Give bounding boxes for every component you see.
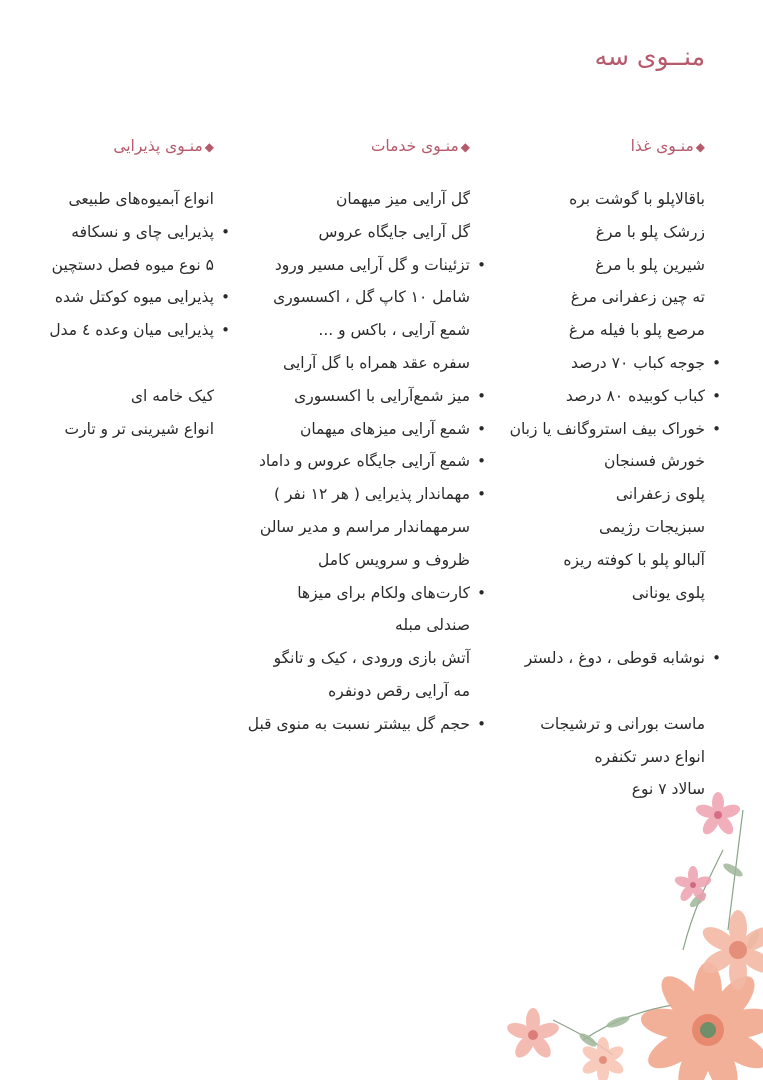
menu-item: کیک خامه ای — [130, 386, 214, 405]
menu-item: ماست بورانی و ترشیجات — [540, 714, 705, 733]
menu-item: گل آرایی میز میهمان — [336, 190, 470, 208]
menu-item: زرشک پلو با مرغ — [595, 222, 705, 241]
page-title: منــوی سه — [594, 42, 705, 71]
menu-item: • شمع آرایی میزهای میهمان — [235, 413, 470, 446]
menu-item: پلوی یونانی — [631, 583, 705, 602]
menu-item: شیرین پلو با مرغ — [595, 255, 705, 274]
spacer — [9, 347, 214, 380]
menu-item: • کارت‌های ولکام برای میزها — [235, 577, 470, 610]
flower-decoration — [493, 790, 763, 1080]
menu-item: انواع دسر تکنفره — [594, 747, 705, 766]
menu-item: انواع آبمیوه‌های طبیعی — [68, 190, 214, 208]
menu-item: • مهماندار پذیرایی ( هر ۱۲ نفر ) — [235, 478, 470, 511]
menu-item: • خوراک بیف استروگانف یا زبان — [475, 413, 705, 446]
menu-item: • نوشابه قوطی ، دوغ ، دلستر — [475, 642, 705, 675]
services-menu-column — [235, 131, 470, 741]
menu-item: • کباب کوبیده ۸۰ درصد — [475, 380, 705, 413]
menu-item: ۵ نوع میوه فصل دستچین — [51, 255, 214, 274]
menu-item: باقالاپلو با گوشت بره — [569, 190, 705, 208]
column-heading — [9, 131, 214, 161]
menu-item: • پذیرایی میوه کوکتل شده — [9, 281, 214, 314]
menu-item: شمع آرایی ، باکس و ... — [318, 321, 470, 340]
menu-item: • جوجه کباب ۷۰ درصد — [475, 347, 705, 380]
diamond-icon: ◆ — [204, 140, 214, 154]
menu-item: مرصع پلو با فیله مرغ — [568, 321, 705, 340]
menu-item: آتش بازی ورودی ، کیک و تانگو — [273, 649, 470, 668]
food-menu-column — [475, 131, 705, 806]
menu-item: مه آرایی رقص دونفره — [328, 681, 470, 700]
menu-item: شامل ۱۰ کاپ گل ، اکسسوری — [273, 288, 470, 307]
column-heading — [475, 131, 705, 161]
menu-item: ظروف و سرویس کامل — [318, 550, 470, 569]
menu-item: انواع شیرینی تر و تارت — [64, 419, 214, 438]
menu-item: سبزیجات رژیمی — [599, 517, 705, 536]
reception-menu-column — [9, 131, 214, 445]
menu-item: • تزئینات و گل آرایی مسیر ورود — [235, 249, 470, 282]
menu-item: خورش فسنجان — [604, 452, 705, 471]
menu-item: پلوی زعفرانی — [615, 485, 705, 504]
menu-item: • پذیرایی میان وعده ٤ مدل — [9, 314, 214, 347]
spacer — [475, 609, 705, 642]
diamond-icon: ◆ — [695, 140, 705, 154]
menu-item: صندلی مبله — [395, 616, 470, 635]
column-heading-label: منـوی خدمات — [370, 137, 459, 155]
column-heading-label: منـوی پذیرایی — [113, 137, 203, 155]
menu-item: سرمهماندار مراسم و مدیر سالن — [259, 517, 470, 536]
column-heading-label: منـوی غذا — [630, 137, 694, 155]
menu-item: • حجم گل بیشتر نسبت به منوی قبل — [235, 708, 470, 741]
menu-item: • شمع آرایی جایگاه عروس و داماد — [235, 445, 470, 478]
spacer — [475, 675, 705, 708]
menu-item: گل آرایی جایگاه عروس — [318, 222, 470, 241]
menu-item: ته چین زعفرانی مرغ — [570, 288, 705, 307]
menu-item: سفره عقد همراه با گل آرایی — [283, 353, 470, 372]
menu-item: سالاد ۷ نوع — [631, 780, 705, 799]
menu-item: آلبالو پلو با کوفته ریزه — [563, 550, 705, 569]
menu-item: • میز شمع‌آرایی با اکسسوری — [235, 380, 470, 413]
diamond-icon: ◆ — [460, 140, 470, 154]
column-heading — [235, 131, 470, 161]
menu-item: • پذیرایی چای و نسکافه — [9, 216, 214, 249]
